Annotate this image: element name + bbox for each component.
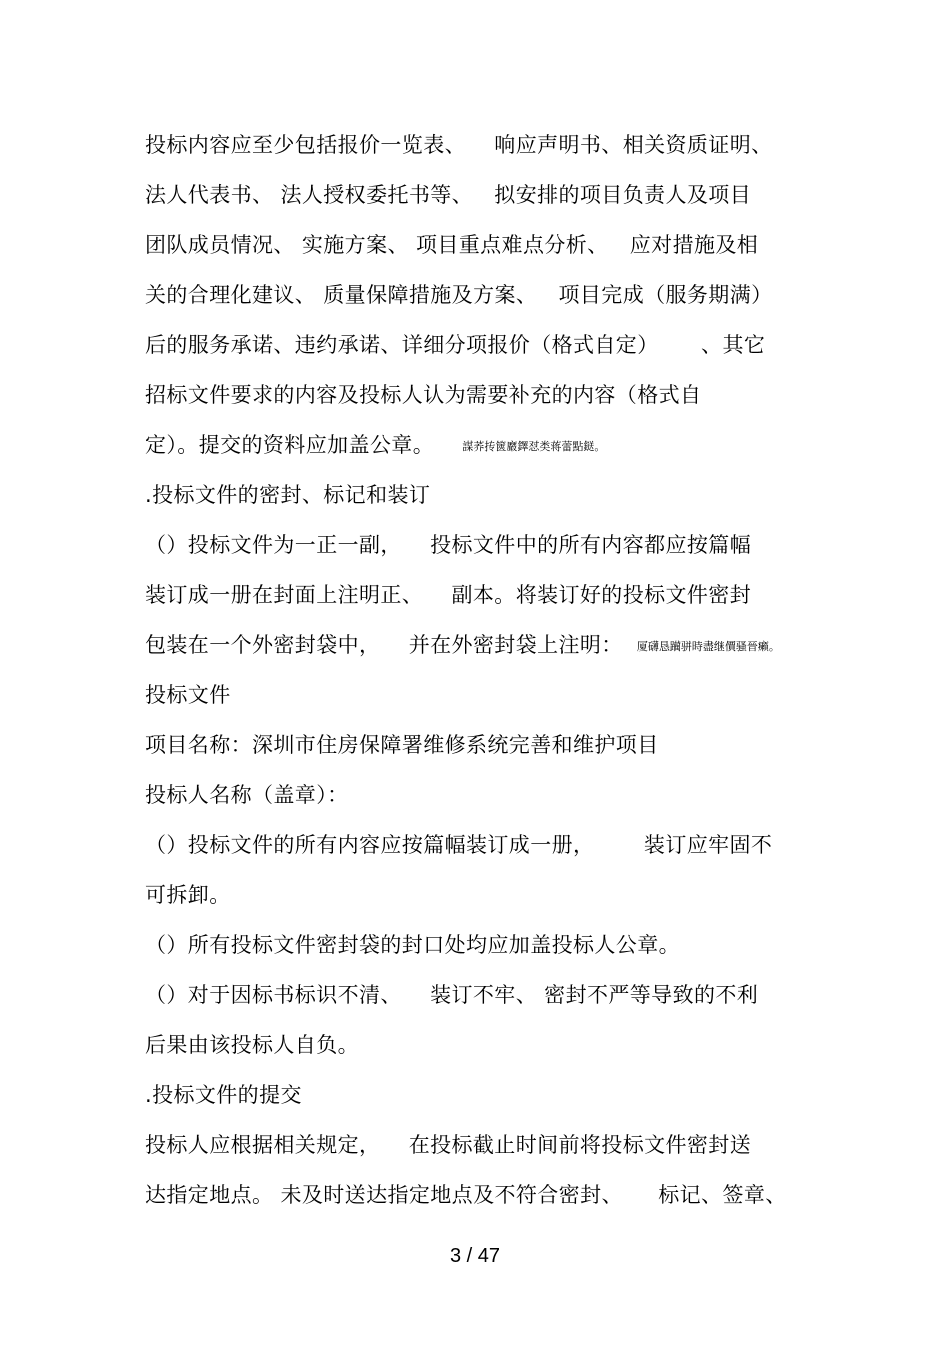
project-name-line: 项目名称：深圳市住房保障署维修系统完善和维护项目 (145, 733, 659, 757)
body-line-7-text: 定）。提交的资料应加盖公章。 (145, 433, 435, 457)
body-line-15: （）投标文件的所有内容应按篇幅装订成一册， 装订应牢固不 (145, 833, 773, 857)
body-line-17: （）所有投标文件密封袋的封口处均应加盖投标人公章。 (145, 933, 680, 957)
section-heading-submission: .投标文件的提交 (145, 1083, 302, 1107)
body-line-6: 招标文件要求的内容及投标人认为需要补充的内容（格式自 (145, 383, 702, 407)
garbled-note-1: 謀荞抟篋黀鐸怼类蒋蕾點鎹。 (462, 440, 606, 453)
garbled-note-2: 厦礴恳躏骈時盡继價骚晉癩。 (636, 640, 780, 653)
page-number: 3 / 47 (449, 1245, 501, 1267)
section-heading-sealing: .投标文件的密封、标记和装订 (145, 483, 431, 507)
body-line-21: 投标人应根据相关规定， 在投标截止时间前将投标文件密封送 (145, 1133, 752, 1157)
body-line-5: 后的服务承诺、违约承诺、详细分项报价（格式自定） 、其它 (145, 333, 766, 357)
body-line-4: 关的合理化建议、 质量保障措施及方案、 项目完成（服务期满） (145, 283, 773, 307)
bidder-name-line: 投标人名称（盖章）： (145, 783, 349, 807)
body-line-9: （）投标文件为一正一副， 投标文件中的所有内容都应按篇幅 (145, 533, 752, 557)
body-line-16: 可拆卸。 (145, 883, 231, 907)
label-bid-document: 投标文件 (145, 683, 231, 707)
body-line-2: 法人代表书、 法人授权委托书等、 拟安排的项目负责人及项目 (145, 183, 752, 207)
body-line-10: 装订成一册在封面上注明正、 副本。将装订好的投标文件密封 (145, 583, 752, 607)
body-line-11 (145, 631, 780, 661)
body-line-1: 投标内容应至少包括报价一览表、 响应声明书、相关资质证明、 (145, 133, 773, 157)
body-line-18: （）对于因标书标识不清、 装订不牢、 密封不严等导致的不利 (145, 983, 759, 1007)
body-line-19: 后果由该投标人自负。 (145, 1033, 359, 1057)
body-line-11-text: 包装在一个外密封袋中， 并在外密封袋上注明： (145, 633, 623, 657)
body-line-7 (145, 431, 605, 461)
body-line-3: 团队成员情况、 实施方案、 项目重点难点分析、 应对措施及相 (145, 233, 759, 257)
body-line-22: 达指定地点。 未及时送达指定地点及不符合密封、 标记、签章、 (145, 1183, 787, 1207)
